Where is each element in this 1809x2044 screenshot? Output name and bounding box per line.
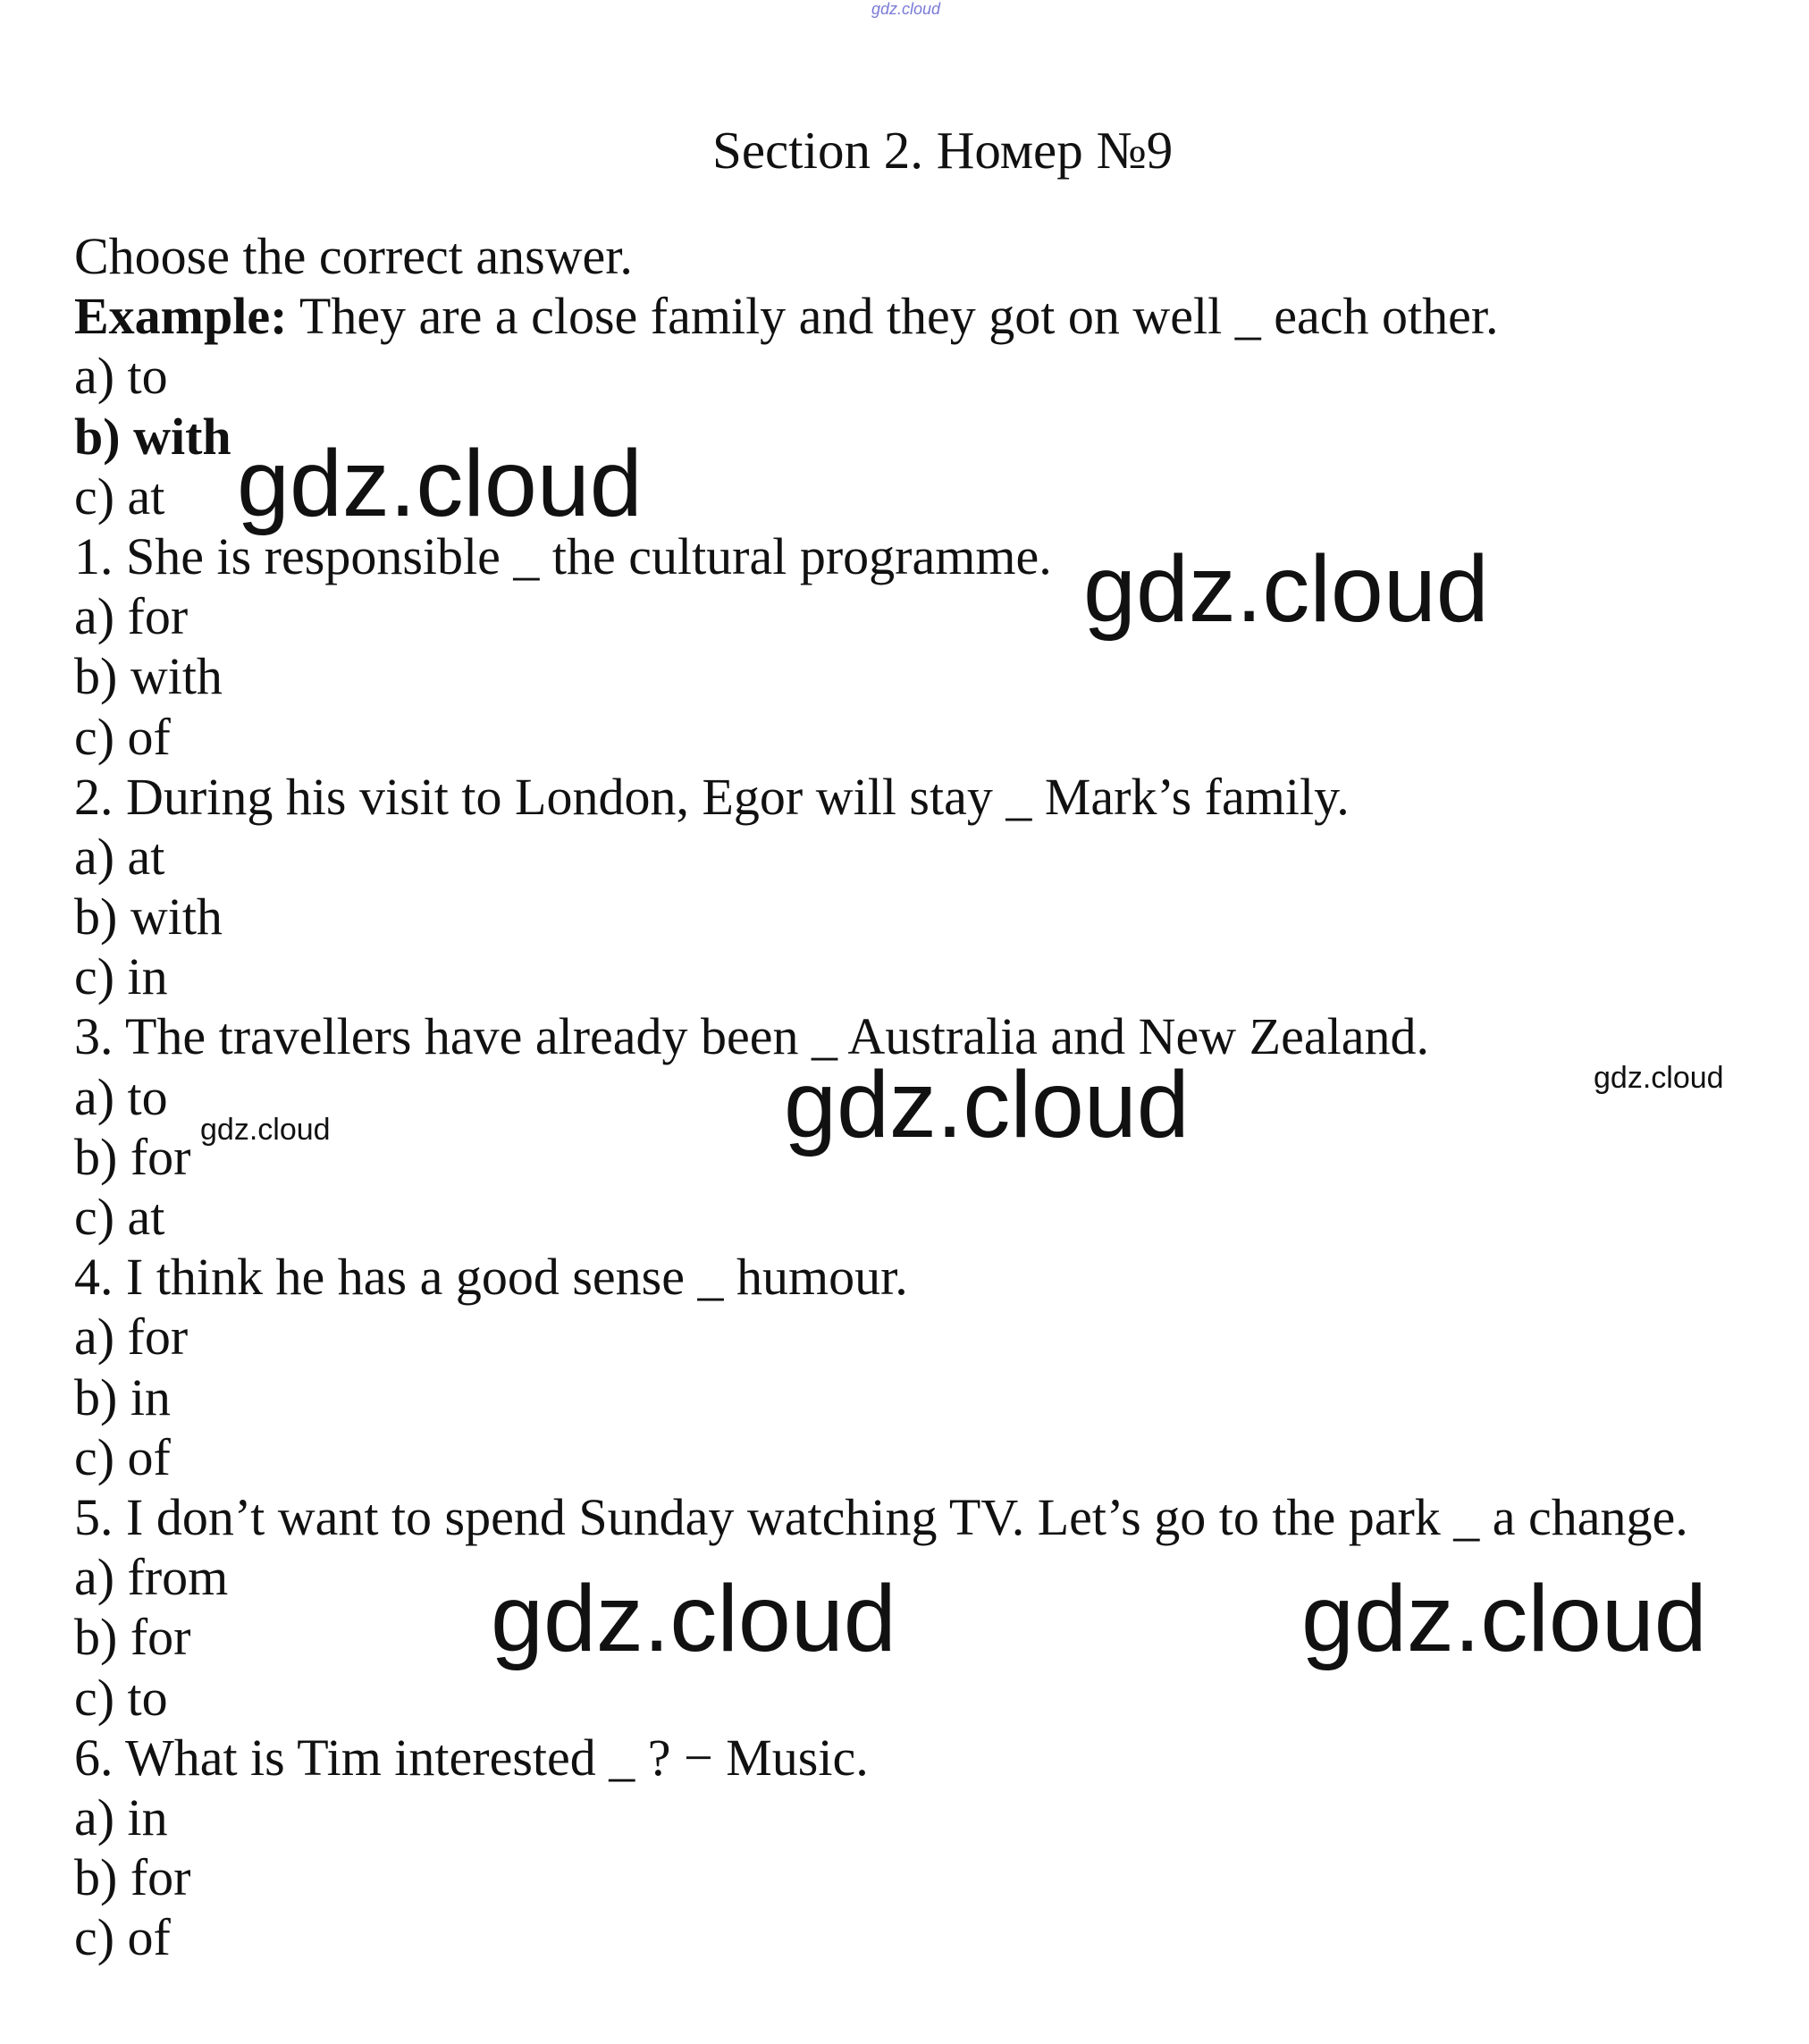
question-3-option-c: c) at <box>74 1188 165 1246</box>
question-2-option-c: c) in <box>74 947 168 1006</box>
watermark: gdz.cloud <box>784 1052 1190 1157</box>
question-6-option-c: c) of <box>74 1908 171 1967</box>
question-2-option-a: a) at <box>74 827 165 886</box>
question-6: 6. What is Tim interested _ ? − Music. <box>74 1728 869 1787</box>
question-6-option-b: b) for <box>74 1848 191 1907</box>
question-2-option-b: b) with <box>74 887 223 946</box>
watermark: gdz.cloud <box>1301 1566 1707 1671</box>
question-1-option-b: b) with <box>74 647 223 706</box>
watermark: gdz.cloud <box>491 1566 896 1671</box>
watermark: gdz.cloud <box>200 1113 331 1147</box>
question-3-option-a: a) to <box>74 1067 168 1126</box>
question-1: 1. She is responsible _ the cultural programme. <box>74 526 1052 585</box>
watermark: gdz.cloud <box>1083 536 1489 642</box>
question-5: 5. I don’t want to spend Sunday watching TV. Let’s go to the park _ a change. <box>74 1487 1688 1546</box>
question-5-option-b: b) for <box>74 1608 191 1667</box>
example-option: c) at <box>74 467 165 526</box>
question-5-option-c: c) to <box>74 1668 168 1727</box>
question-1-option-a: a) for <box>74 587 189 646</box>
question-4-option-a: a) for <box>74 1308 189 1367</box>
example-label: Example: <box>74 287 288 346</box>
question-5-option-a: a) from <box>74 1548 229 1607</box>
question-2: 2. During his visit to London, Egor will stay _ Mark’s family. <box>74 767 1350 826</box>
question-6-option-a: a) in <box>74 1787 168 1846</box>
example-option-correct: b) with <box>74 407 231 466</box>
watermark: gdz.cloud <box>1594 1061 1724 1095</box>
top-watermark: gdz.cloud <box>871 0 941 18</box>
question-4-option-b: b) in <box>74 1367 171 1426</box>
example-sentence <box>74 286 1799 346</box>
question-3: 3. The travellers have already been _ Australia and New Zealand. <box>74 1007 1429 1066</box>
question-4: 4. I think he has a good sense _ humour. <box>74 1248 908 1307</box>
example-text: They are a close family and they got on well _ each other. <box>287 287 1499 346</box>
question-1-option-c: c) of <box>74 707 171 766</box>
example-option: a) to <box>74 347 168 406</box>
page-title: Section 2. Номер №9 <box>712 121 1174 180</box>
question-4-option-c: c) of <box>74 1427 171 1486</box>
instruction: Choose the correct answer. <box>74 227 633 285</box>
watermark: gdz.cloud <box>237 431 643 536</box>
question-3-option-b: b) for <box>74 1127 191 1186</box>
